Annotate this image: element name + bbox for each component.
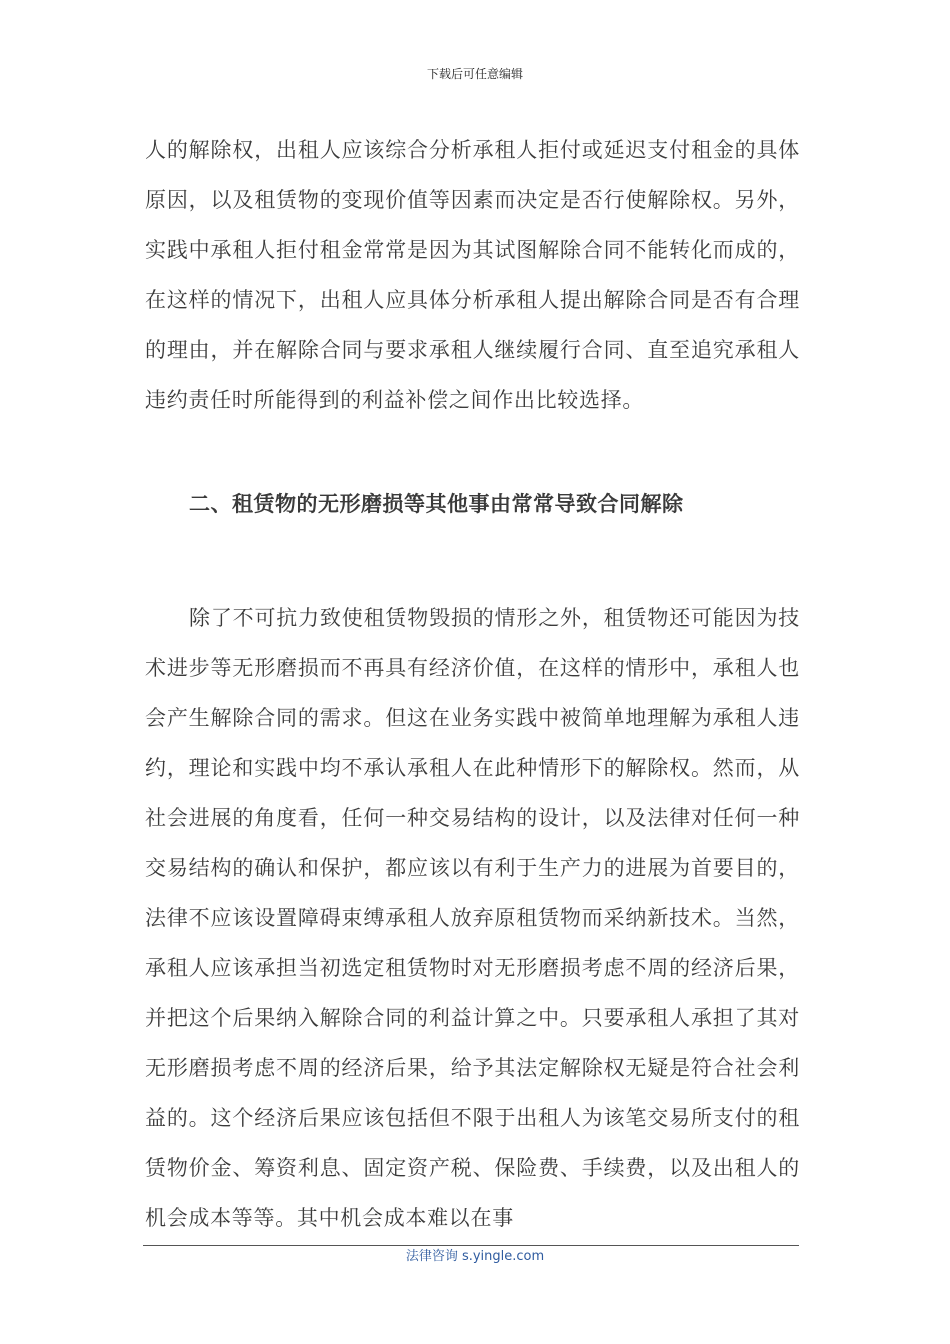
paragraph-main: 除了不可抗力致使租赁物毁损的情形之外，租赁物还可能因为技术进步等无形磨损而不再具有经济价值，在这样的情形中，承租人也会产生解除合同的需求。但这在业务实践中被简单地理解为承租人违约，理论和实践中均不承认承租人在此种情形下的解除权。然而，从社会进展的角度看，任何一种交易结构的设计，以及法律对任何一种交易结构的确认和保护，都应该以有利于生产力的进展为首要目的，法律不应该设置障碍束缚承租人放弃原租赁物而采纳新技术。当然，承租人应该承担当初选定租赁物时对无形磨损考虑不周的经济后果，并把这个后果纳入解除合同的利益计算之中。只要承租人承担了其对无形磨损考虑不周的经济后果，给予其法定解除权无疑是符合社会利益的。这个经济后果应该包括但不限于出租人为该笔交易所支付的租赁物价金、筹资利息、固定资产税、保险费、手续费，以及出租人的机会成本等等。其中机会成本难以在事 — [145, 606, 800, 1230]
footer-divider — [143, 1245, 799, 1246]
footer-link[interactable]: 法律咨询 s.yingle.com — [405, 1249, 545, 1264]
page-header: 下载后可任意编辑 — [426, 67, 523, 81]
document-body — [145, 125, 800, 1243]
paragraph-continued: 人的解除权，出租人应该综合分析承租人拒付或延迟支付租金的具体原因，以及租赁物的变现价值等因素而决定是否行使解除权。另外，实践中承租人拒付租金常常是因为其试图解除合同不能转化而成的，在这样的情况下，出租人应具体分析承租人提出解除合同是否有合理的理由，并在解除合同与要求承租人继续履行合同、直至追究承租人违约责任时所能得到的利益补偿之间作出比较选择。 — [145, 138, 800, 412]
section-heading: 二、租赁物的无形磨损等其他事由常常导致合同解除 — [189, 491, 684, 516]
